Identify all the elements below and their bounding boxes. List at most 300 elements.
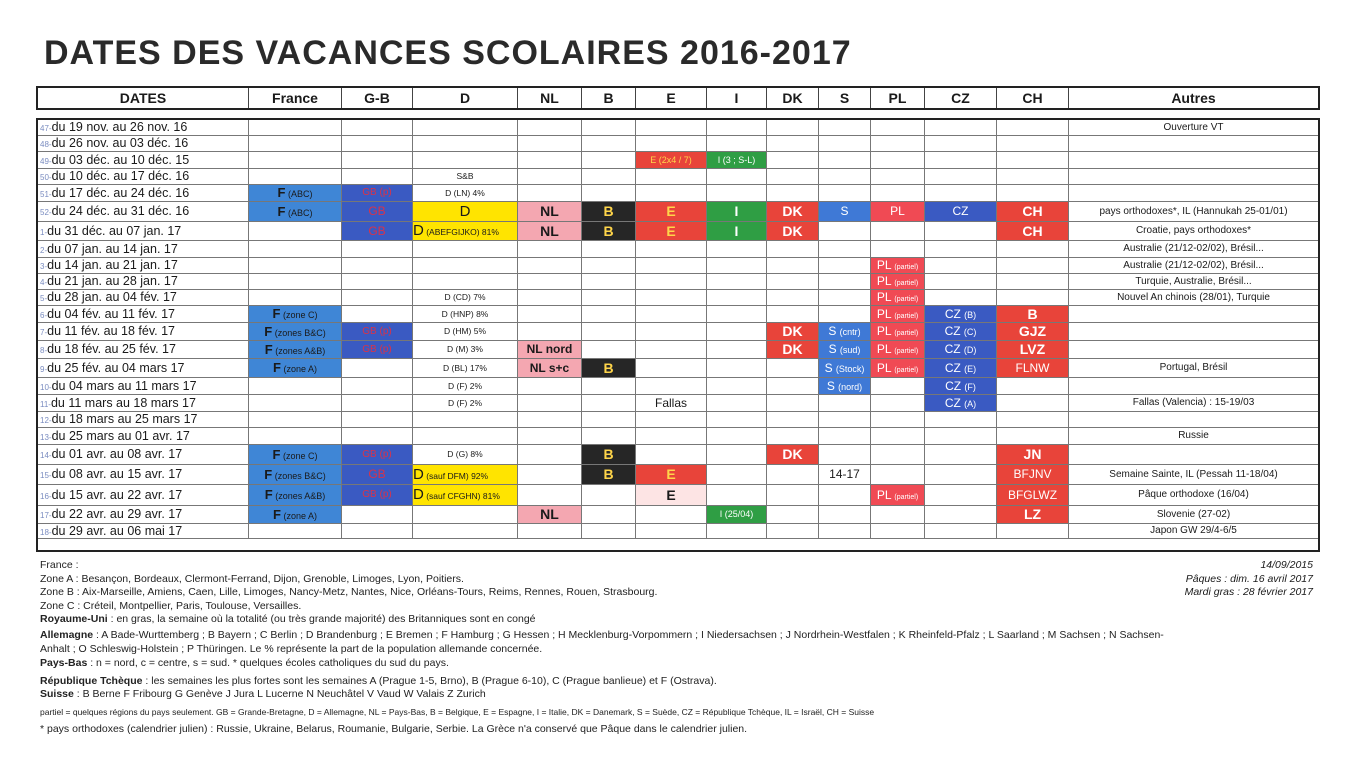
date-range: du 24 déc. au 31 déc. 16 [51, 204, 190, 218]
cell-i [706, 306, 766, 322]
cell-g-b [341, 359, 412, 377]
header-france: France [248, 88, 341, 108]
cell-e: E [635, 202, 706, 221]
date-cell [38, 222, 248, 240]
week-number: 11- [40, 400, 51, 409]
cell-s: S (sud) [818, 341, 870, 358]
cell-g-b: GB (p) [341, 323, 412, 340]
cell-france [248, 274, 341, 289]
week-number: 47- [40, 124, 52, 133]
cell-i [706, 445, 766, 464]
date-range: du 01 avr. au 08 avr. 17 [51, 447, 183, 461]
cell-dk: DK [766, 341, 818, 358]
table-row [38, 428, 1318, 445]
cell-pl: PL (partiel) [870, 290, 924, 305]
week-number: 52- [40, 208, 52, 217]
header-dates: DATES [119, 90, 167, 106]
cell-pl [870, 169, 924, 184]
table-row [38, 395, 1318, 412]
cell-b [581, 136, 635, 151]
cell-dk [766, 359, 818, 377]
cell-pl [870, 185, 924, 201]
cell-ch [996, 524, 1068, 538]
table-row [38, 485, 1318, 506]
cell-pl: PL (partiel) [870, 485, 924, 505]
cell-i [706, 341, 766, 358]
date-range: du 19 nov. au 26 nov. 16 [51, 120, 188, 134]
cell-d [412, 506, 517, 523]
cell-dk [766, 169, 818, 184]
cell-nl [517, 274, 581, 289]
cell-pl: PL (partiel) [870, 258, 924, 273]
cell-s [818, 395, 870, 411]
cell-france [248, 428, 341, 444]
cell-s [818, 506, 870, 523]
cell-ch: CH [996, 222, 1068, 240]
cell-france [248, 169, 341, 184]
cell-g-b [341, 290, 412, 305]
cell-e [635, 428, 706, 444]
cell-s [818, 445, 870, 464]
cell-i [706, 485, 766, 505]
cell-france: F (zones B&C) [248, 465, 341, 484]
cell-g-b [341, 152, 412, 168]
cell-ch [996, 258, 1068, 273]
cell-d [412, 152, 517, 168]
cell-autres [1068, 445, 1318, 464]
date-cell [38, 323, 248, 340]
cell-g-b [341, 506, 412, 523]
header-d: D [412, 88, 517, 108]
date-cell [38, 169, 248, 184]
de-label: Allemagne [40, 629, 94, 641]
date-cell [38, 378, 248, 394]
cell-pl [870, 465, 924, 484]
cell-cz [924, 136, 996, 151]
cell-e [635, 258, 706, 273]
date-range: du 04 fév. au 11 fév. 17 [47, 307, 175, 321]
week-number: 9- [40, 365, 48, 374]
cell-d: D (M) 3% [412, 341, 517, 358]
date-cell [38, 524, 248, 538]
cell-pl: PL (partiel) [870, 359, 924, 377]
cell-e [635, 185, 706, 201]
cell-d: D (HNP) 8% [412, 306, 517, 322]
cell-d: D [412, 202, 517, 221]
week-number: 17- [40, 511, 52, 520]
de-text: : A Bade-Wurttemberg ; B Bayern ; C Berlin ; D Brandenburg ; E Bremen ; F Hamburg ; G Hessen ; H Mecklenburg-Vorpommern ; I Niedersachsen ; J Nordrhein-Westfalen ; K Rheinfeld-Pfalz ; L Saarland ; M Sachsen ; N Sachsen- [93, 629, 1164, 641]
cell-ch [996, 395, 1068, 411]
cell-d [412, 241, 517, 257]
cell-s: S (nord) [818, 378, 870, 394]
date-cell [38, 258, 248, 273]
date-range: du 04 mars au 11 mars 17 [51, 379, 197, 393]
cell-france: F (zones A&B) [248, 485, 341, 505]
date-range: du 25 mars au 01 avr. 17 [51, 429, 190, 443]
cell-cz [924, 185, 996, 201]
date-cell [38, 202, 248, 221]
cell-d: D (BL) 17% [412, 359, 517, 377]
date-range: du 11 fév. au 18 fév. 17 [47, 324, 175, 338]
cell-g-b: GB (p) [341, 485, 412, 505]
cell-i [706, 412, 766, 427]
cell-autres: Japon GW 29/4-6/5 [1068, 524, 1318, 538]
cell-france: F (zone C) [248, 445, 341, 464]
cell-cz [924, 169, 996, 184]
ch-text: : B Berne F Fribourg G Genève J Jura L Lucerne N Neuchâtel V Vaud W Valais Z Zurich [73, 688, 486, 700]
cell-pl: PL (partiel) [870, 341, 924, 358]
cell-autres [1068, 169, 1318, 184]
date-cell [38, 241, 248, 257]
cell-dk [766, 506, 818, 523]
table-row [38, 222, 1318, 241]
cell-dk: DK [766, 222, 818, 240]
date-range: du 18 fév. au 25 fév. 17 [47, 342, 176, 356]
footer-france-label: France : [40, 559, 79, 571]
cell-e: Fallas [635, 395, 706, 411]
cell-i [706, 136, 766, 151]
cell-nl [517, 524, 581, 538]
cell-cz: CZ (E) [924, 359, 996, 377]
cell-s [818, 485, 870, 505]
footer-royaume-uni [40, 613, 536, 625]
date-cell [38, 428, 248, 444]
cell-france: F (ABC) [248, 202, 341, 221]
cell-s [818, 241, 870, 257]
cell-cz [924, 241, 996, 257]
cz-text: : les semaines les plus fortes sont les semaines A (Prague 1-5, Brno), B (Prague 6-10), C (Prague banlieue) et F (Ostrava). [142, 675, 717, 687]
cell-france: F (zones A&B) [248, 341, 341, 358]
date-cell [38, 341, 248, 358]
cell-cz [924, 465, 996, 484]
table-row [38, 241, 1318, 258]
table-row [38, 306, 1318, 323]
cell-b [581, 485, 635, 505]
cell-france [248, 222, 341, 240]
cell-pl: PL [870, 202, 924, 221]
cell-e: E (2x4 / 7) [635, 152, 706, 168]
cell-autres: pays orthodoxes*, IL (Hannukah 25-01/01) [1068, 202, 1318, 221]
cell-autres [1068, 306, 1318, 322]
cell-dk [766, 241, 818, 257]
cell-ch [996, 185, 1068, 201]
cell-e: E [635, 222, 706, 240]
cell-ch [996, 428, 1068, 444]
cell-i [706, 378, 766, 394]
cell-cz [924, 290, 996, 305]
cell-cz: CZ (F) [924, 378, 996, 394]
cell-i [706, 524, 766, 538]
cell-i: I [706, 222, 766, 240]
cell-autres: Australie (21/12-02/02), Brésil... [1068, 241, 1318, 257]
cell-autres: Nouvel An chinois (28/01), Turquie [1068, 290, 1318, 305]
cell-b [581, 341, 635, 358]
date-range: du 17 déc. au 24 déc. 16 [51, 186, 190, 200]
cell-france [248, 290, 341, 305]
date-range: du 18 mars au 25 mars 17 [51, 412, 198, 426]
cell-nl [517, 120, 581, 135]
date-range: du 07 jan. au 14 jan. 17 [47, 242, 178, 256]
week-number: 16- [40, 492, 52, 501]
cell-dk: DK [766, 445, 818, 464]
cell-e [635, 378, 706, 394]
header-i: I [706, 88, 766, 108]
cell-nl [517, 169, 581, 184]
cell-dk [766, 465, 818, 484]
cell-nl [517, 412, 581, 427]
cell-cz [924, 412, 996, 427]
cell-b [581, 323, 635, 340]
footer-date: 14/09/2015 [1260, 559, 1313, 571]
cell-d: D (ABEFGIJKO) 81% [412, 222, 517, 240]
cell-cz: CZ [924, 202, 996, 221]
cell-d [412, 136, 517, 151]
cell-nl [517, 185, 581, 201]
cell-nl [517, 241, 581, 257]
cell-i [706, 258, 766, 273]
date-cell [38, 395, 248, 411]
date-range: du 28 jan. au 04 fév. 17 [47, 290, 177, 304]
cell-ch: LZ [996, 506, 1068, 523]
ru-text: : en gras, la semaine où la totalité (ou très grande majorité) des Britanniques sont en congé [107, 613, 536, 625]
cell-nl: NL [517, 506, 581, 523]
cell-b [581, 169, 635, 184]
cell-nl [517, 378, 581, 394]
cell-autres: Russie [1068, 428, 1318, 444]
cell-france [248, 120, 341, 135]
date-cell [38, 152, 248, 168]
date-cell [38, 465, 248, 484]
cell-e [635, 506, 706, 523]
week-number: 8- [40, 346, 48, 355]
header-ch: CH [996, 88, 1068, 108]
cell-dk [766, 412, 818, 427]
cell-autres: Slovenie (27-02) [1068, 506, 1318, 523]
cell-b [581, 412, 635, 427]
date-range: du 03 déc. au 10 déc. 15 [51, 153, 190, 167]
cell-g-b [341, 524, 412, 538]
cell-pl [870, 241, 924, 257]
table-row [38, 185, 1318, 202]
week-number: 4- [40, 278, 48, 287]
footer-pays-bas [40, 657, 449, 669]
cell-nl [517, 428, 581, 444]
cell-ch: JN [996, 445, 1068, 464]
cell-s: S (Stock) [818, 359, 870, 377]
cell-autres: Turquie, Australie, Brésil... [1068, 274, 1318, 289]
cell-dk: DK [766, 202, 818, 221]
cell-e [635, 274, 706, 289]
cell-s [818, 524, 870, 538]
cell-nl [517, 258, 581, 273]
cell-d: D (G) 8% [412, 445, 517, 464]
week-number: 6- [40, 311, 48, 320]
cell-d: D (sauf CFGHN) 81% [412, 485, 517, 505]
cell-dk [766, 378, 818, 394]
cell-autres: Croatie, pays orthodoxes* [1068, 222, 1318, 240]
cell-dk [766, 306, 818, 322]
cell-autres [1068, 152, 1318, 168]
cell-b [581, 120, 635, 135]
cell-s [818, 120, 870, 135]
cell-s: S [818, 202, 870, 221]
date-range: du 26 nov. au 03 déc. 16 [51, 136, 189, 150]
cell-nl [517, 445, 581, 464]
cell-ch: CH [996, 202, 1068, 221]
table-row [38, 290, 1318, 306]
cell-pl [870, 136, 924, 151]
table-row [38, 323, 1318, 341]
date-cell [38, 359, 248, 377]
table-row [38, 169, 1318, 185]
week-number: 3- [40, 262, 48, 271]
cell-autres [1068, 341, 1318, 358]
header-nl: NL [517, 88, 581, 108]
date-range: du 29 avr. au 06 mai 17 [51, 524, 183, 538]
footer-allemagne-2: Anhalt ; O Schleswig-Holstein ; P Thüringen. Le % représente la part de la population allemande concernée. [40, 643, 543, 655]
cell-cz [924, 485, 996, 505]
cell-pl [870, 524, 924, 538]
cell-dk [766, 290, 818, 305]
week-number: 50- [40, 173, 52, 182]
cell-s [818, 258, 870, 273]
cell-i: I (3 ; S-L) [706, 152, 766, 168]
header-e: E [635, 88, 706, 108]
cell-autres: Fallas (Valencia) : 15-19/03 [1068, 395, 1318, 411]
date-range: du 14 jan. au 21 jan. 17 [47, 258, 178, 272]
cell-d: D (HM) 5% [412, 323, 517, 340]
date-cell [38, 136, 248, 151]
week-number: 18- [40, 528, 52, 537]
footer-orthodox: * pays orthodoxes (calendrier julien) : Russie, Ukraine, Belarus, Roumanie, Bulgarie, Serbie. La Grèce n'a conservé que Pâque dans le calendrier julien. [40, 723, 748, 735]
date-range: du 22 avr. au 29 avr. 17 [51, 507, 183, 521]
cell-b: B [581, 445, 635, 464]
cell-e [635, 341, 706, 358]
cell-g-b [341, 258, 412, 273]
cell-pl [870, 412, 924, 427]
table-row [38, 506, 1318, 524]
cell-b: B [581, 222, 635, 240]
cell-autres: Ouverture VT [1068, 120, 1318, 135]
cell-cz [924, 120, 996, 135]
table-row [38, 341, 1318, 359]
week-number: 49- [40, 157, 52, 166]
cell-g-b [341, 136, 412, 151]
cell-d [412, 120, 517, 135]
cell-autres: Semaine Sainte, IL (Pessah 11-18/04) [1068, 465, 1318, 484]
cell-ch [996, 274, 1068, 289]
footer-allemagne [40, 629, 1164, 641]
cell-i [706, 428, 766, 444]
date-cell [38, 506, 248, 523]
cell-cz [924, 152, 996, 168]
cell-pl: PL (partiel) [870, 274, 924, 289]
cell-pl [870, 378, 924, 394]
footer-zone-b: Zone B : Aix-Marseille, Amiens, Caen, Lille, Limoges, Nancy-Metz, Nantes, Nice, Orléans-Tours, Reims, Rennes, Rouen, Strasbourg. [40, 586, 658, 598]
table-row [38, 258, 1318, 274]
cell-pl [870, 395, 924, 411]
cell-dk [766, 185, 818, 201]
cell-autres [1068, 185, 1318, 201]
cell-pl [870, 445, 924, 464]
cell-b [581, 152, 635, 168]
cell-i [706, 395, 766, 411]
cell-ch [996, 169, 1068, 184]
cell-g-b [341, 241, 412, 257]
cell-b [581, 306, 635, 322]
header-pl: PL [870, 88, 924, 108]
cell-g-b: GB [341, 222, 412, 240]
cell-b [581, 241, 635, 257]
cell-cz [924, 222, 996, 240]
page-title: DATES DES VACANCES SCOLAIRES 2016-2017 [44, 34, 852, 72]
cell-b [581, 524, 635, 538]
footer-tcheque [40, 675, 717, 687]
week-number: 2- [40, 246, 48, 255]
cell-i [706, 169, 766, 184]
cell-autres: Australie (21/12-02/02), Brésil... [1068, 258, 1318, 273]
cell-i [706, 241, 766, 257]
table-row [38, 274, 1318, 290]
cell-d [412, 274, 517, 289]
cell-ch [996, 412, 1068, 427]
cell-e [635, 524, 706, 538]
cell-g-b [341, 428, 412, 444]
cell-dk [766, 524, 818, 538]
date-cell [38, 290, 248, 305]
cell-pl [870, 428, 924, 444]
cell-b [581, 258, 635, 273]
cell-e [635, 136, 706, 151]
cell-dk [766, 258, 818, 273]
cell-s [818, 428, 870, 444]
cell-cz [924, 524, 996, 538]
cell-pl [870, 152, 924, 168]
cell-france [248, 136, 341, 151]
cell-e [635, 169, 706, 184]
cell-cz: CZ (C) [924, 323, 996, 340]
week-number: 13- [40, 433, 52, 442]
cell-s [818, 412, 870, 427]
cell-dk [766, 395, 818, 411]
week-number: 1- [40, 228, 48, 237]
cell-ch [996, 136, 1068, 151]
nl-label: Pays-Bas [40, 657, 88, 669]
cell-d: S&B [412, 169, 517, 184]
cell-s [818, 169, 870, 184]
date-cell [38, 412, 248, 427]
date-cell [38, 120, 248, 135]
ch-label: Suisse [40, 688, 74, 700]
table-row [38, 445, 1318, 465]
week-number: 15- [40, 471, 52, 480]
cell-i [706, 185, 766, 201]
cell-dk [766, 428, 818, 444]
date-range: du 21 jan. au 28 jan. 17 [47, 274, 178, 288]
cell-dk [766, 485, 818, 505]
cell-e: E [635, 465, 706, 484]
cell-e [635, 445, 706, 464]
cell-g-b: GB (p) [341, 185, 412, 201]
cell-cz: CZ (B) [924, 306, 996, 322]
header-b: B [581, 88, 635, 108]
date-cell [38, 306, 248, 322]
cell-e [635, 412, 706, 427]
cell-s [818, 222, 870, 240]
header-dk: DK [766, 88, 818, 108]
cell-g-b [341, 169, 412, 184]
cell-autres [1068, 136, 1318, 151]
